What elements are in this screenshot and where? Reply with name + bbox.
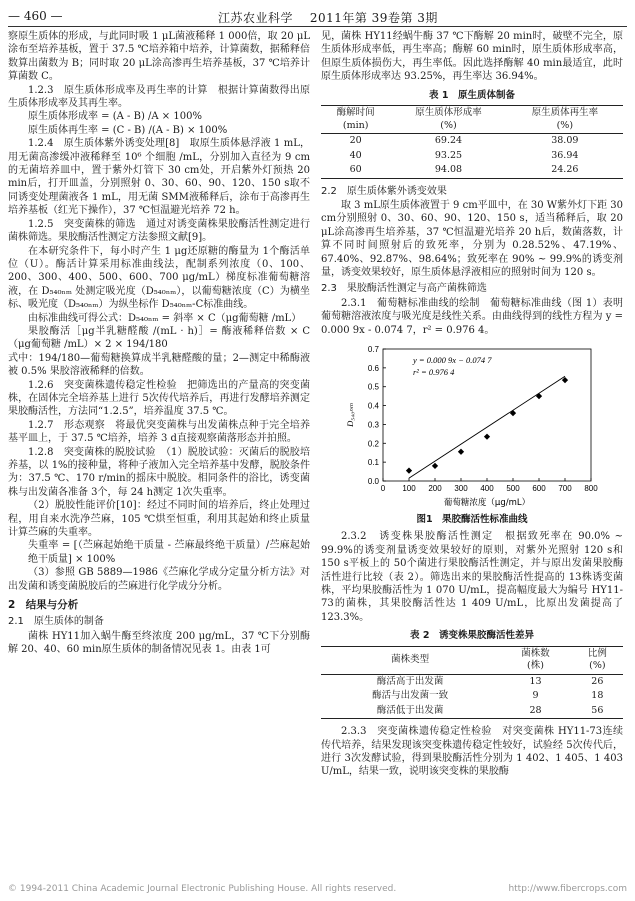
formula-formation-rate: 原生质体形成率 = (A - B) /A × 100% bbox=[28, 111, 202, 123]
x-tick-label: 0 bbox=[380, 484, 386, 493]
data-point bbox=[458, 449, 464, 455]
table-cell: 40 bbox=[349, 149, 362, 161]
table-row bbox=[321, 704, 623, 719]
table-header-cell: 酶解时间 (min) bbox=[336, 107, 375, 131]
table-cell: 94.08 bbox=[434, 164, 463, 176]
section-1-2-8: 1.2.8 突变菌株的脱胶试验 （1）脱胶试验：灭菌后的脱胶培养基，以 1%的接种量，将种子液加入完全培养基中发酵，脱胶条件为：37.5 ℃、170 r/min的摇床中脱胶。相同条件的浴比，诱变菌株与出发菌各准备 3个，每 24 h测定 1次失重率。 bbox=[8, 446, 310, 498]
section-1-2-4: 1.2.4 原生质体紫外诱变处理[8] 取原生质体悬浮液 1 mL，用无菌高渗缓冲液稀释至 10⁶ 个细胞 /mL，分别加入直径为 9 cm的无菌培养皿中，置于紫外灯管下 30 cm处，开启紫外灯预热 20 min后，打开皿盖，分别照射 0、30、60、90、120、150 s取不同诱变处理菌液各 1 mL，用无菌 SMM液稀释后，涂布于高渗再生培养基板（红光下操作），37 ℃恒温避光培养 72 h。 bbox=[8, 138, 310, 217]
table-2 bbox=[321, 646, 623, 720]
data-point bbox=[510, 410, 516, 416]
section-2-1-heading: 2.1 原生质体的制备 bbox=[8, 616, 104, 628]
x-tick-label: 600 bbox=[532, 484, 546, 493]
figure-1-caption: 图1 果胶酶活性标准曲线 bbox=[416, 514, 528, 525]
r-squared-label: r² = 0.976 4 bbox=[413, 367, 455, 377]
data-point bbox=[406, 468, 412, 474]
section-2-3-2: 2.3.2 诱变株果胶酶活性测定 根据致死率在 90.0% ~ 99.9%的诱变剂量诱变效果较好的原则，对紫外光照射 120 s和 150 s平板上的 50个菌进行果胶酶活性测定，并与原出发菌果胶酶活性进行比较（表 2）。筛选出来的果胶酶活性提高的 13株诱变菌株，平均果胶酶活性为 1 070 U/mL，提高幅度最大为编号 HY11-73的菌株，其果胶酶活性达 1 409 U/mL，比原出发菌提高了 123.3%。 bbox=[321, 531, 623, 623]
x-tick-label: 100 bbox=[402, 484, 416, 493]
table-cell: 69.24 bbox=[434, 135, 463, 147]
table-cell: 24.26 bbox=[551, 164, 579, 176]
formula-weight-loss: 失重率 = [（苎麻起始绝干质量 - 苎麻最终绝干质量）/苎麻起始绝干质量] × 100% bbox=[28, 540, 310, 565]
left-column bbox=[8, 30, 310, 657]
table-cell: 酶活与出发菌一致 bbox=[372, 690, 449, 702]
y-tick-label: 0.0 bbox=[367, 477, 379, 486]
x-axis-label: 葡萄糖浓度（μg/mL） bbox=[443, 498, 531, 508]
formula-pectinase-activity: 果胶酶活［μg半乳糖醛酸 /(mL · h)］= 酶液稀释倍数 × C（μg葡萄糖 /mL）× 2 × 194/180 bbox=[8, 325, 310, 351]
watermark-site: http://www.fibercrops.com bbox=[508, 884, 627, 894]
table-cell: 18 bbox=[591, 690, 604, 702]
table-cell: 酶活高于出发菌 bbox=[376, 675, 444, 687]
section-1-2-5: 1.2.5 突变菌株的筛选 通过对诱变菌株果胶酶活性测定进行菌株筛选。果胶酶活性测定方法参照文献[9]。 bbox=[8, 218, 310, 244]
table-cell: 酶活低于出发菌 bbox=[376, 704, 444, 716]
x-tick-label: 300 bbox=[454, 484, 468, 493]
table-header-cell: 菌株数 (株) bbox=[521, 647, 550, 672]
table-1-caption: 表 1 原生质体制备 bbox=[429, 89, 515, 101]
table-cell: 36.94 bbox=[551, 149, 579, 161]
x-tick-label: 500 bbox=[506, 484, 520, 493]
table-2-caption: 表 2 诱变株果胶酶活性差异 bbox=[410, 630, 534, 642]
table-cell: 28 bbox=[529, 704, 542, 716]
table-cell: 9 bbox=[532, 690, 539, 702]
table-row bbox=[321, 163, 623, 178]
x-tick-label: 800 bbox=[584, 484, 598, 493]
data-point bbox=[432, 463, 438, 469]
table-cell: 93.25 bbox=[434, 149, 463, 161]
section-2-3-1: 2.3.1 葡萄糖标准曲线的绘制 葡萄糖标准曲线（图 1）表明葡萄糖溶液浓度与吸光度是线性关系。由曲线得到的线性方程为 y = 0.000 9x - 0.074 7，r² = 0.976 4。 bbox=[321, 297, 623, 336]
table-row bbox=[321, 149, 623, 164]
data-point bbox=[484, 434, 490, 440]
section-1-2-3: 1.2.3 原生质体形成率及再生率的计算 根据计算菌数得出原生质体形成率及其再生率。 bbox=[8, 84, 310, 110]
page-footer bbox=[8, 884, 627, 898]
formula-note: 式中：194/180—葡萄糖换算成半乳糖醛酸的量；2—测定中稀酶液被 0.5% 果胶溶液稀释的倍数。 bbox=[8, 352, 310, 378]
paragraph: 取 3 mL原生质体液置于 9 cm平皿中，在 30 W紫外灯下距 30 cm分别照射 0、30、60、90、120、150 s，适当稀释后，取 20 μL涂高渗再生培养基，37 ℃恒温避光培养 20 h后，数菌落数，计算不同时间照射后的致死率，分别为 0.28.52%、47.19%、67.40%、92.87%、98.64%；致死率在 90% ~ 99.9%的诱变剂量，诱变效果较好，原生质体悬浮液相应的照射时间为 120 s。 bbox=[321, 199, 623, 278]
y-tick-label: 0.6 bbox=[367, 363, 379, 373]
data-point bbox=[536, 393, 542, 399]
regression-equation: y = 0.000 9x − 0.074 7 bbox=[413, 355, 492, 365]
table-cell: 13 bbox=[529, 675, 542, 687]
table-header-cell: 原生质体再生率 (%) bbox=[531, 107, 599, 131]
section-2-3-3: 2.3.3 突变菌株遗传稳定性检验 对突变菌株 HY11-73连续传代培养，结果发现该突变株遗传稳定性较好，试验经 5次传代后，进行 3次发酵试验，得到果胶酶活性分别为 1 402、1 405、1 403 U/mL，结果一致，说明该突变株的果胶酶 bbox=[321, 726, 623, 778]
section-1-2-6: 1.2.6 突变菌株遗传稳定性检验 把筛选出的产量高的突变菌株，在固体完全培养基上进行 5次传代培养后，再进行发酵培养测定果胶酶活性，方法同“1.2.5”，培养温度 37.5 ℃。 bbox=[8, 379, 310, 418]
chart-svg bbox=[321, 341, 623, 511]
y-tick-label: 0.3 bbox=[367, 420, 379, 430]
y-tick-label: 0.4 bbox=[367, 401, 379, 411]
page-number: — 460 — bbox=[8, 9, 63, 23]
x-tick-label: 200 bbox=[428, 484, 442, 493]
formula-standard-curve: 由标准曲线可得公式：D₅₄₀ₙₘ = 斜率 × C（μg葡萄糖 /mL） bbox=[28, 312, 302, 324]
x-tick-label: 700 bbox=[558, 484, 572, 493]
section-2-2-heading: 2.2 原生质体紫外诱变效果 bbox=[321, 185, 447, 197]
table-cell: 38.09 bbox=[551, 135, 579, 147]
formula-regeneration-rate: 原生质体再生率 = (C - B) /(A - B) × 100% bbox=[28, 124, 228, 136]
y-tick-label: 0.5 bbox=[367, 382, 379, 392]
table-row bbox=[321, 689, 623, 704]
table-cell: 56 bbox=[591, 704, 604, 716]
x-tick-label: 400 bbox=[480, 484, 494, 493]
paragraph: （2）脱胶性能评价[10]：经过不同时间的培养后，终止处理过程，用自来水洗净苎麻，105 ℃烘至恒重，利用其起始和终止质量计算苎麻的失重率。 bbox=[8, 500, 310, 539]
table-header-cell: 原生质体形成率 (%) bbox=[415, 107, 482, 131]
table-cell: 20 bbox=[349, 135, 362, 147]
y-tick-label: 0.1 bbox=[367, 458, 379, 468]
table-1 bbox=[321, 105, 623, 179]
journal-title: 江苏农业科学 2011年第 39卷第 3期 bbox=[218, 11, 438, 25]
table-row bbox=[321, 134, 623, 149]
standard-curve-chart bbox=[321, 341, 623, 511]
section-2-heading: 2 结果与分析 bbox=[8, 599, 79, 612]
table-cell: 60 bbox=[349, 164, 362, 176]
y-tick-label: 0.2 bbox=[367, 439, 379, 449]
paragraph: 菌株 HY11加入蜗牛酶至终浓度 200 μg/mL，37 ℃下分别酶解 20、40、60 min原生质体的制备情况见表 1。由表 1可 bbox=[8, 630, 310, 656]
section-1-2-7: 1.2.7 形态观察 将最优突变菌株与出发菌株点种于完全培养基平皿上，于 37.5 ℃培养，培养 3 d直接观察菌落形态并拍照。 bbox=[8, 419, 310, 445]
y-tick-label: 0.7 bbox=[367, 345, 379, 354]
section-2-3-heading: 2.3 果胶酶活性测定与高产菌株筛选 bbox=[321, 283, 487, 295]
paragraph: 见，菌株 HY11经蜗牛酶 37 ℃下酶解 20 min时，破壁不完全，原生质体形成率低，再生率高；酶解 60 min时，原生质体形成率高，但原生质体损伤大，再生率低。因此选择酶解 40 min最适宜，此时原生质体形成率达 93.25%，再生率达 36.94%。 bbox=[321, 31, 623, 83]
paragraph: 察原生质体的形成，与此同时吸 1 μL菌液稀释 1 000倍，取 20 μL涂布至培养基板，置于 37.5 ℃培养箱中培养，计算菌数，据稀释倍数算出菌数为 B；同时取 20 μL涂高渗再生培养基板，37 ℃培养计算菌数 C。 bbox=[8, 31, 310, 83]
table-row bbox=[321, 674, 623, 689]
paragraph: 在本研究条件下，每小时产生 1 μg还原糖的酶量为 1个酶活单位（U）。酶活计算采用标准曲线法，配制系列浓度（0、100、200、300、400、500、600、700 μg/mL）梯度标准葡萄糖溶液，在 D₅₄₀ₙₘ 处测定吸光度（D₅₄₀ₙₘ），以葡萄糖浓度（C）为横坐标、吸光度（D₅₄₀ₙₘ）为纵坐标作 D₅₄₀ₙₘ-C标准曲线。 bbox=[8, 245, 310, 311]
table-header-cell: 比例 (%) bbox=[587, 647, 607, 672]
trend-line bbox=[409, 376, 565, 478]
table-cell: 26 bbox=[591, 675, 604, 687]
y-axis-label: D₅₄₀ₙₘ bbox=[345, 403, 355, 427]
right-column bbox=[321, 30, 623, 779]
table-header-cell: 菌株类型 bbox=[391, 653, 430, 665]
copyright-notice: © 1994-2011 China Academic Journal Electronic Publishing House. All rights reserved. bbox=[8, 884, 397, 894]
page-header bbox=[8, 8, 627, 27]
paragraph: （3）参照 GB 5889—1986《苎麻化学成分定量分析方法》对出发菌和诱变菌脱胶后的苎麻进行化学成分分析。 bbox=[8, 567, 310, 592]
